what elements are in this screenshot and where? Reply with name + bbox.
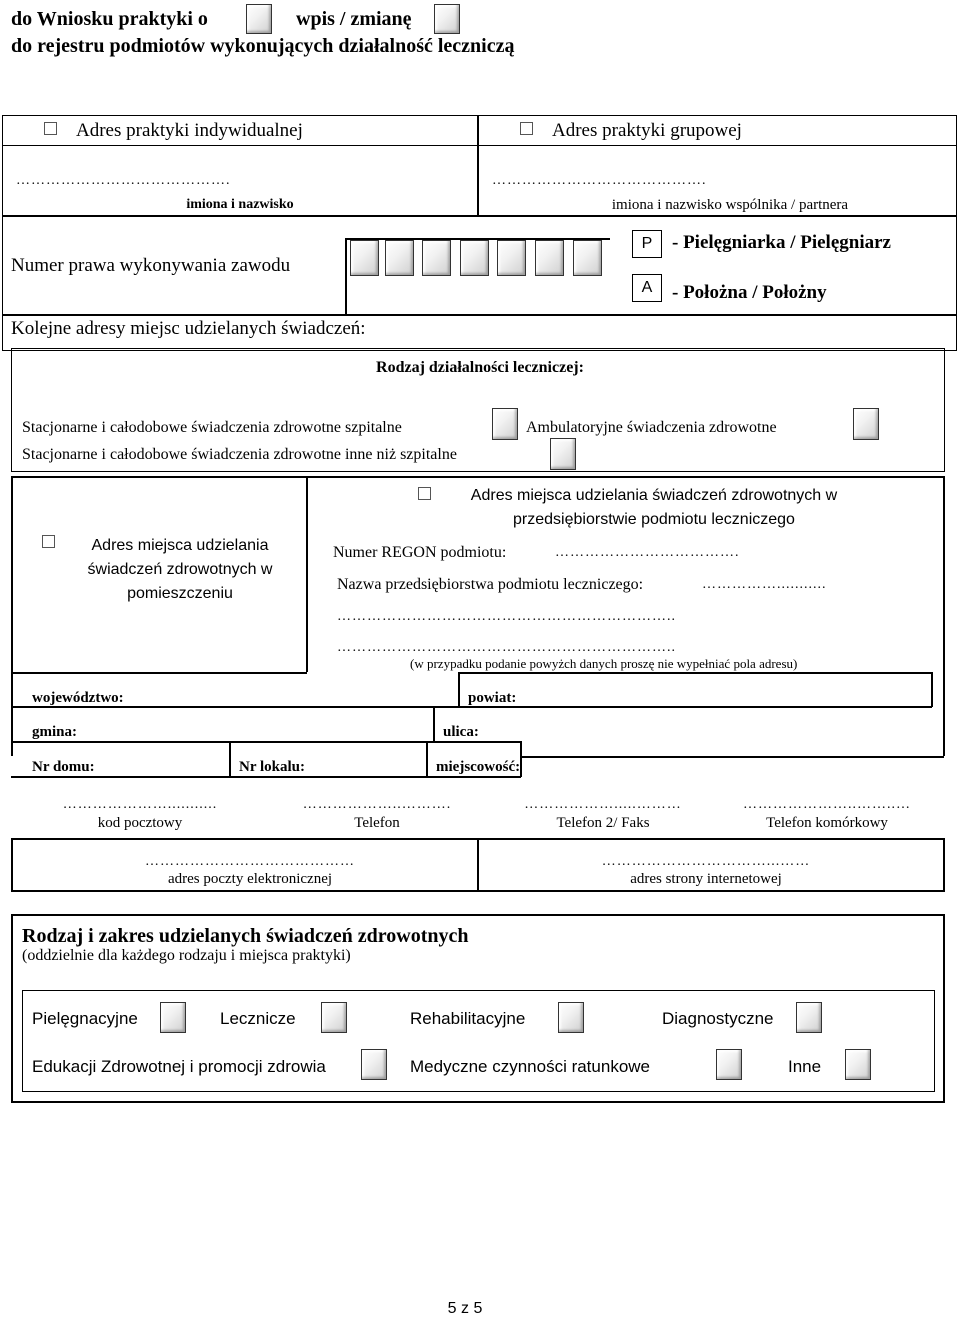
label-individual: Adres praktyki indywidualnej (76, 120, 303, 141)
enterprise-name-field-3[interactable]: ………………………………………………………….. (337, 640, 676, 655)
next-addresses-label: Kolejne adresy miejsc udzielanych świadczeń: (11, 318, 366, 339)
partner-name-field[interactable]: ……………………………………. (492, 173, 707, 188)
label-inpatient-hospital: Stacjonarne i całodobowe świadczenia zdrowotne szpitalne (22, 419, 402, 436)
license-label: Numer prawa wykonywania zawodu (11, 255, 291, 276)
label-education: Edukacji Zdrowotnej i promocji zdrowia (32, 1057, 326, 1076)
label-diagnostic: Diagnostyczne (662, 1009, 774, 1028)
checkbox-inpatient-other[interactable] (550, 438, 576, 470)
checkbox-other[interactable] (845, 1049, 871, 1080)
label-flat-no[interactable]: Nr lokalu: (239, 759, 305, 775)
label-commune[interactable]: gmina: (32, 724, 77, 740)
label-nursing: Pielęgnacyjne (32, 1009, 138, 1028)
checkbox-group[interactable] (520, 122, 533, 135)
enterprise-name-label: Nazwa przedsiębiorstwa podmiotu leczniczego: (337, 576, 644, 593)
services-title: Rodzaj i zakres udzielanych świadczeń zdrowotnych (22, 925, 469, 947)
checkbox-inpatient-hospital[interactable] (492, 408, 518, 440)
header-line1-b: wpis / zmianę (296, 8, 412, 30)
partner-name-caption: imiona i nazwisko wspólnika / partnera (611, 197, 849, 213)
phone2-field[interactable]: ……………….....……… (524, 797, 682, 812)
box-a[interactable]: A (632, 274, 662, 302)
label-other: Inne (788, 1057, 822, 1076)
label-county[interactable]: powiat: (468, 690, 517, 706)
label-rehab: Rehabilitacyjne (410, 1009, 526, 1028)
enterprise-name-field[interactable]: ……………........... (702, 577, 827, 592)
checkbox-medical[interactable] (321, 1002, 347, 1033)
label-city[interactable]: miejscowość: (436, 759, 521, 775)
checkbox-diagnostic[interactable] (796, 1002, 822, 1033)
checkbox-address-room[interactable] (42, 535, 55, 548)
box-p[interactable]: P (632, 230, 662, 258)
website-caption: adres strony internetowej (630, 871, 782, 887)
page-number: 5 z 5 (447, 1300, 483, 1317)
enterprise-note: (w przypadku podanie powyżch danych proszę nie wypełniać pola adresu) (410, 656, 798, 671)
label-outpatient: Ambulatoryjne świadczenia zdrowotne (526, 419, 777, 436)
checkbox-individual[interactable] (44, 122, 57, 135)
checkbox-outpatient[interactable] (853, 408, 879, 440)
regon-label: Numer REGON podmiotu: (333, 544, 507, 561)
license-digit-6[interactable] (535, 240, 564, 276)
checkbox-rescue[interactable] (716, 1049, 742, 1080)
regon-field[interactable]: ………………………………. (555, 545, 740, 560)
checkbox-application[interactable] (246, 4, 272, 34)
label-voivodeship[interactable]: województwo: (32, 690, 124, 706)
checkbox-education[interactable] (361, 1049, 387, 1080)
services-subtitle: (oddzielnie dla każdego rodzaju i miejsca praktyki) (22, 947, 351, 964)
license-digit-4[interactable] (460, 240, 489, 276)
license-digit-3[interactable] (422, 240, 451, 276)
label-rescue: Medyczne czynności ratunkowe (410, 1057, 651, 1076)
label-medical: Lecznicze (220, 1009, 296, 1028)
license-digit-1[interactable] (350, 240, 379, 276)
activity-title: Rodzaj działalności leczniczej: (376, 359, 584, 376)
checkbox-nursing[interactable] (160, 1002, 186, 1033)
website-field[interactable]: ……………………………...…… (601, 854, 811, 869)
label-nurse: - Pielęgniarka / Pielęgniarz (672, 232, 891, 253)
phone-caption: Telefon (354, 815, 400, 831)
label-group: Adres praktyki grupowej (552, 120, 742, 141)
label-address-enterprise: Adres miejsca udzielania świadczeń zdrowotnych w przedsiębiorstwie podmiotu leczniczego (470, 487, 838, 528)
name-caption: imiona i nazwisko (186, 197, 294, 212)
label-address-room: Adres miejsca udzielania świadczeń zdrowotnych w pomieszczeniu (87, 537, 273, 602)
postal-caption: kod pocztowy (97, 815, 183, 831)
header-line1-a: do Wniosku praktyki o (11, 8, 208, 30)
postal-field[interactable]: …………………........... (62, 797, 218, 812)
label-house-no[interactable]: Nr domu: (32, 759, 95, 775)
checkbox-entry-change[interactable] (434, 4, 460, 34)
phone-field[interactable]: ………………..………. (302, 797, 452, 812)
email-caption: adres poczty elektronicznej (167, 871, 333, 887)
license-digit-7[interactable] (573, 240, 602, 276)
name-field[interactable]: ……………………………………. (16, 173, 231, 188)
label-street[interactable]: ulica: (443, 724, 479, 740)
mobile-caption: Telefon komórkowy (766, 815, 888, 831)
license-digit-5[interactable] (497, 240, 526, 276)
header-line2: do rejestru podmiotów wykonujących działalność leczniczą (11, 35, 515, 57)
enterprise-name-field-2[interactable]: ………………………………………………………….. (337, 609, 676, 624)
license-digit-2[interactable] (385, 240, 414, 276)
label-midwife: - Położna / Położny (672, 282, 827, 303)
label-inpatient-other: Stacjonarne i całodobowe świadczenia zdrowotne inne niż szpitalne (22, 446, 457, 463)
mobile-field[interactable]: …………………..……..… (743, 797, 911, 812)
phone2-caption: Telefon 2/ Faks (556, 815, 650, 831)
checkbox-address-enterprise[interactable] (418, 487, 431, 500)
email-field[interactable]: …………………………………… (145, 854, 355, 869)
checkbox-rehab[interactable] (558, 1002, 584, 1033)
